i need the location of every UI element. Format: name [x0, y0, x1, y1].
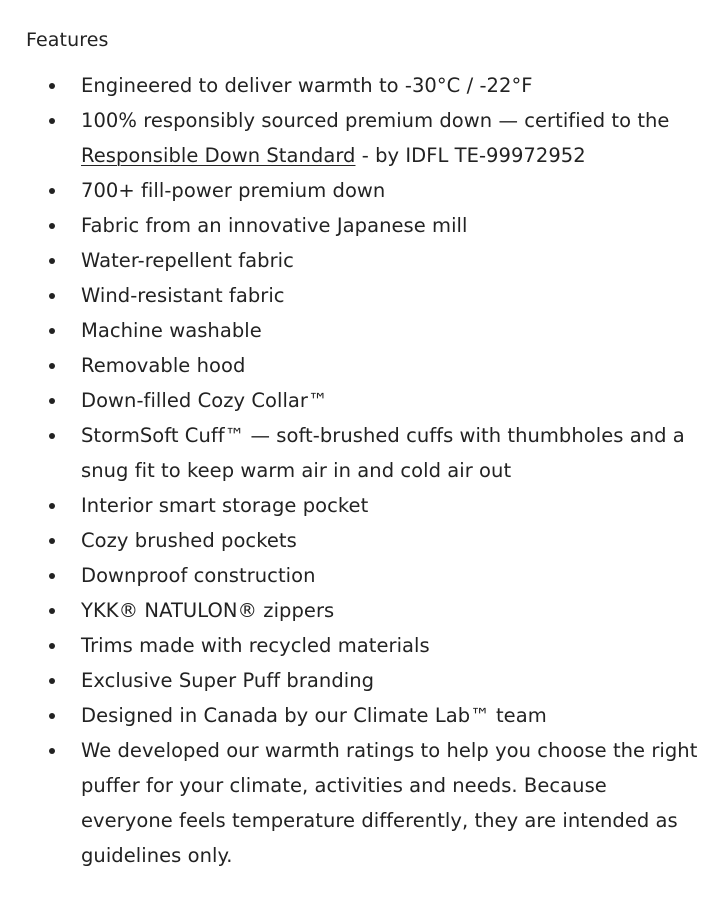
feature-item-zippers: [26, 593, 698, 628]
feature-text: StormSoft Cuff™ — soft-brushed cuffs with thumbholes and a snug fit to keep warm air in and cold air out: [81, 424, 685, 482]
feature-text: Trims made with recycled materials: [81, 634, 430, 657]
bullet-icon: [49, 398, 55, 404]
feature-item-recycled-trims: [26, 628, 698, 663]
feature-item-stormsoft-cuff: [26, 418, 698, 488]
feature-item-designed-in-canada: [26, 698, 698, 733]
bullet-icon: [49, 608, 55, 614]
feature-item-fabric-mill: [26, 208, 698, 243]
feature-item-wind-resistant: [26, 278, 698, 313]
feature-item-water-repellent: [26, 243, 698, 278]
feature-text: Machine washable: [81, 319, 262, 342]
feature-item-warmth-ratings: [26, 733, 698, 873]
feature-text: Water-repellent fabric: [81, 249, 294, 272]
bullet-icon: [49, 503, 55, 509]
feature-item-warmth: [26, 68, 698, 103]
feature-text: Engineered to deliver warmth to -30°C / -22°F: [81, 74, 533, 97]
bullet-icon: [49, 118, 55, 124]
feature-item-storage-pocket: [26, 488, 698, 523]
bullet-icon: [49, 713, 55, 719]
feature-text-after-link: - by IDFL TE-99972952: [355, 144, 586, 167]
bullet-icon: [49, 363, 55, 369]
feature-item-branding: [26, 663, 698, 698]
feature-item-downproof: [26, 558, 698, 593]
feature-item-responsible-down: [26, 103, 698, 173]
feature-text: Designed in Canada by our Climate Lab™ team: [81, 704, 547, 727]
bullet-icon: [49, 643, 55, 649]
feature-text: YKK® NATULON® zippers: [81, 599, 335, 622]
feature-item-machine-washable: [26, 313, 698, 348]
features-heading: Features: [26, 29, 109, 51]
feature-text: Downproof construction: [81, 564, 316, 587]
feature-text: Cozy brushed pockets: [81, 529, 297, 552]
feature-text: Interior smart storage pocket: [81, 494, 369, 517]
responsible-down-standard-link[interactable]: Responsible Down Standard: [81, 144, 356, 167]
feature-item-cozy-collar: [26, 383, 698, 418]
feature-text: We developed our warmth ratings to help you choose the right puffer for your climate, activities and needs. Because everyone feels temperature differently, they are intended as guidelines only.: [81, 739, 698, 867]
feature-text: Down-filled Cozy Collar™: [81, 389, 328, 412]
feature-text: Exclusive Super Puff branding: [81, 669, 375, 692]
bullet-icon: [49, 328, 55, 334]
feature-item-removable-hood: [26, 348, 698, 383]
bullet-icon: [49, 223, 55, 229]
bullet-icon: [49, 573, 55, 579]
features-list: [26, 68, 698, 873]
bullet-icon: [49, 748, 55, 754]
feature-text: Wind-resistant fabric: [81, 284, 285, 307]
bullet-icon: [49, 83, 55, 89]
bullet-icon: [49, 538, 55, 544]
feature-text-before-link: 100% responsibly sourced premium down — certified to the: [81, 109, 670, 132]
feature-item-fill-power: [26, 173, 698, 208]
feature-text: Fabric from an innovative Japanese mill: [81, 214, 468, 237]
feature-text: Removable hood: [81, 354, 246, 377]
features-section: [26, 25, 698, 873]
bullet-icon: [49, 188, 55, 194]
bullet-icon: [49, 433, 55, 439]
bullet-icon: [49, 293, 55, 299]
bullet-icon: [49, 258, 55, 264]
bullet-icon: [49, 678, 55, 684]
feature-text: 700+ fill-power premium down: [81, 179, 386, 202]
feature-item-brushed-pockets: [26, 523, 698, 558]
